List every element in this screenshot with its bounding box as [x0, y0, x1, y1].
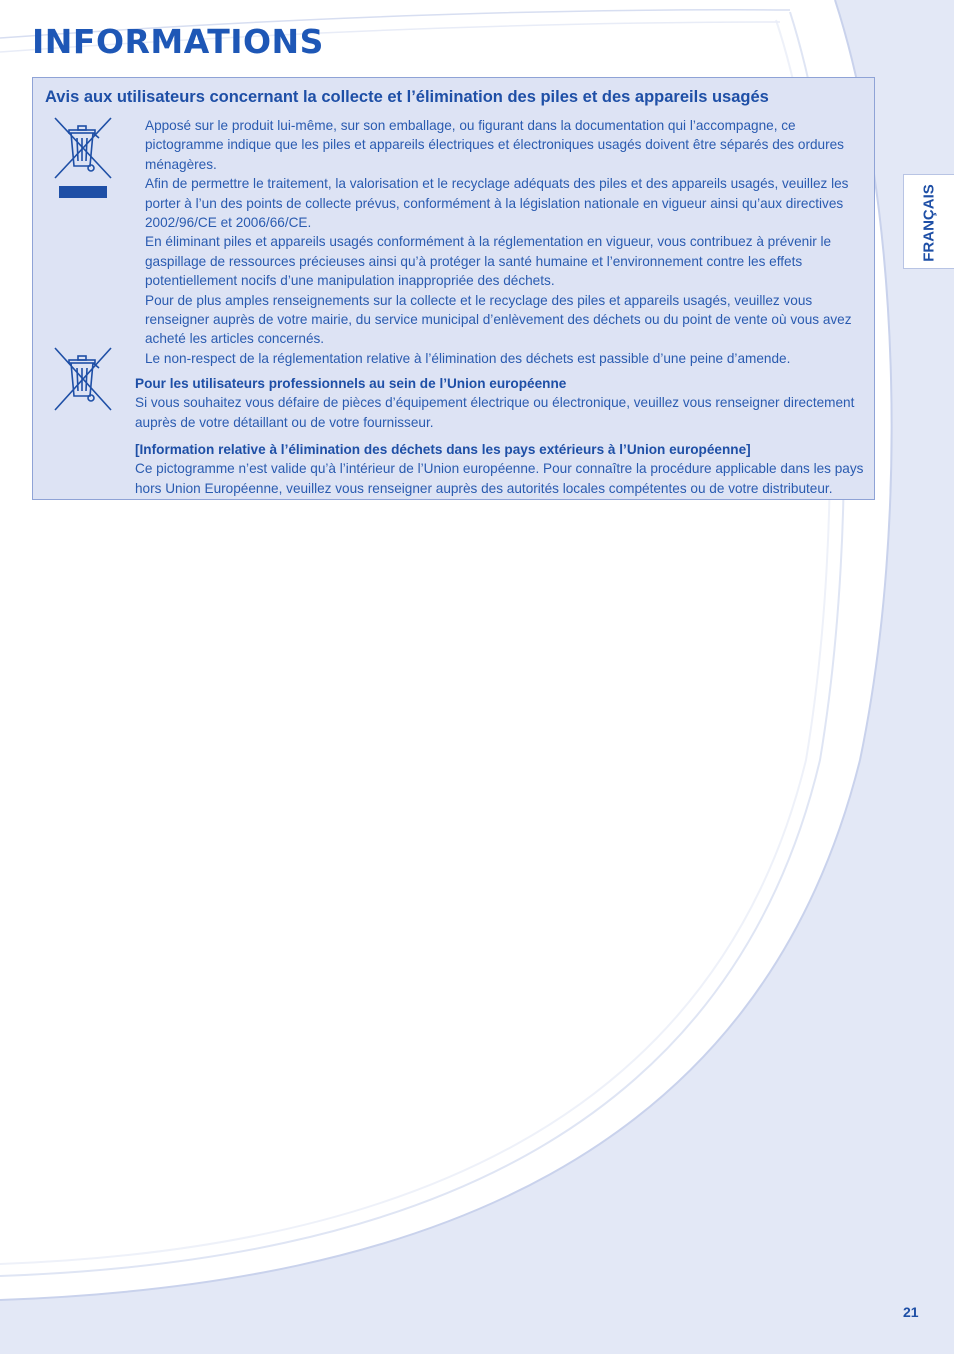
notice-paragraph: Pour de plus amples renseignements sur la collecte et le recyclage des piles et appareils usagés, veuillez vous renseigner auprès de votre mairie, du service municipal d’enlèvement des déchets ou du point de vente où vous avez acheté les articles concernés. [145, 292, 852, 347]
professional-users-section [135, 374, 875, 432]
waste-disposal-notice [32, 77, 875, 500]
outside-eu-text: Ce pictogramme n’est valide qu’à l’intérieur de l’Union européenne. Pour connaître la procédure applicable dans les pays hors Union Européenne, veuillez vous renseigner auprès des autorités locales compétentes ou de votre distributeur. [135, 461, 864, 496]
professional-users-heading: Pour les utilisateurs professionnels au sein de l’Union européenne [135, 376, 567, 391]
professional-users-text: Si vous souhaitez vous défaire de pièces d’équipement électrique ou électronique, veuillez vous renseigner directement auprès de votre détaillant ou de votre fournisseur. [135, 395, 855, 430]
crossed-out-bin-with-bar-icon [53, 116, 113, 200]
outside-eu-heading: [Information relative à l’élimination des déchets dans les pays extérieurs à l’Union européenne] [135, 442, 751, 457]
notice-paragraph: Apposé sur le produit lui-même, sur son emballage, ou figurant dans la documentation qui l’accompagne, ce pictogramme indique que les piles et appareils électriques et électroniques usagés doivent être séparés des ordures ménagères. [145, 118, 844, 172]
notice-heading: Avis aux utilisateurs concernant la collecte et l’élimination des piles et des appareils usagés [45, 88, 769, 106]
crossed-out-bin-icon [53, 346, 113, 412]
notice-paragraph: Le non-respect de la réglementation relative à l’élimination des déchets est passible d’une peine d’amende. [145, 350, 791, 366]
outside-eu-section [135, 440, 875, 498]
notice-paragraphs [145, 116, 875, 368]
language-tab [903, 174, 954, 269]
notice-paragraph: En éliminant piles et appareils usagés conformément à la réglementation en vigueur, vous contribuez à prévenir le gaspillage de ressources précieuses ainsi qu’à protéger la santé humaine et l’environnement contre les effets potentiellement nocifs d’une manipulation inappropriée des déchets. [145, 234, 832, 289]
page-title: INFORMATIONS [32, 22, 324, 61]
language-tab-label: FRANÇAIS [920, 184, 938, 262]
notice-paragraph: Afin de permettre le traitement, la valorisation et le recyclage adéquats des piles et des appareils usagés, veuillez les porter à l’un des points de collecte prévus, conformément à la législation nationale en vigueur ainsi qu’aux directives 2002/96/CE et 2006/66/CE. [145, 176, 849, 231]
page-number: 21 [903, 1304, 919, 1320]
